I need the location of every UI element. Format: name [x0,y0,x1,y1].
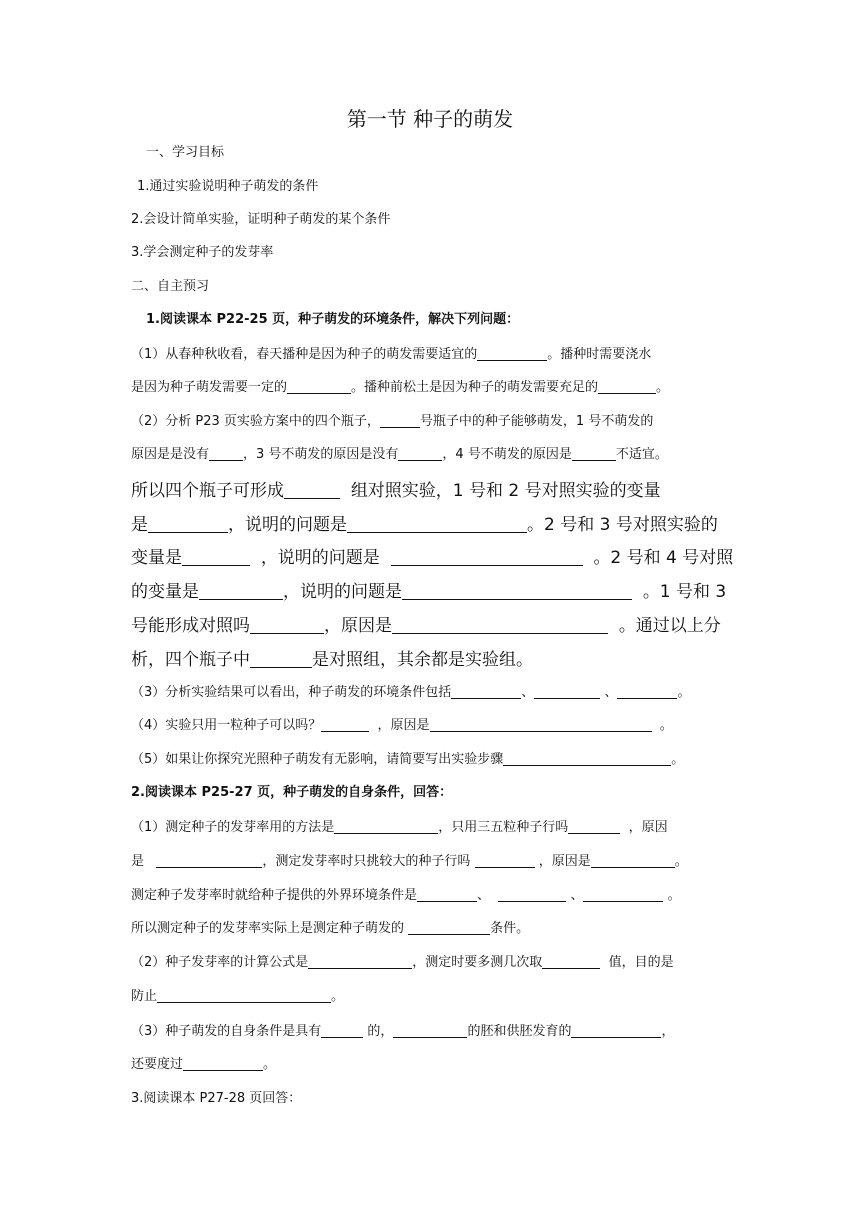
q3-heading: 3.阅读课本 P27-28 页回答： [131,1091,302,1106]
answer-blank[interactable] [284,484,340,499]
answer-blank[interactable] [182,551,250,566]
answer-blank[interactable] [572,446,616,461]
section-1-heading: 一、学习目标 [146,145,225,160]
answer-blank[interactable] [534,684,600,699]
text-segment: ，说明的问题是 [260,548,380,568]
text-segment: 条件。 [490,921,530,936]
answer-blank[interactable] [334,819,438,834]
text-segment: ，原因是 [324,616,392,636]
text-segment: 。播种时需要浇水 [547,347,652,362]
q1-p4-line [131,714,673,733]
answer-blank[interactable] [157,988,331,1003]
text-segment: 所以四个瓶子可形成 [131,481,284,501]
text-segment: 。 [671,752,685,767]
text-segment: （1）测定种子的发芽率用的方法是 [131,820,335,835]
answer-blank[interactable] [417,887,477,902]
q1-p2-line4 [131,510,718,535]
q1-p5-line [131,748,684,767]
text-segment: 所以测定种子的发芽率实际上是测定种子萌发的 [131,921,405,936]
answer-blank[interactable] [475,853,535,868]
text-segment: （1）从春种秋收看，春天播种是因为种子的萌发需要适宜的 [131,347,478,362]
answer-blank[interactable] [451,684,521,699]
text-segment: 。 [263,1057,277,1072]
text-segment: 的， [367,1024,394,1039]
text-segment: 号能形成对照吗 [131,616,250,636]
text-segment: 。播种前松土是因为种子的萌发需要充足的 [351,380,599,395]
answer-blank[interactable] [398,446,442,461]
q1-p2-line5 [131,543,733,568]
text-segment: 。 [331,989,345,1004]
text-segment: 的胚和供胚发育的 [467,1024,572,1039]
q2-p2-line2 [131,985,344,1004]
text-segment: 。 [667,888,681,903]
answer-blank[interactable] [402,585,632,600]
answer-blank[interactable] [542,954,600,969]
text-segment: ， [661,1024,675,1039]
text-segment: 。 [659,718,673,733]
q1-p1-line1 [131,343,651,362]
answer-blank[interactable] [347,518,527,533]
answer-blank[interactable] [498,887,566,902]
q1-p3-line [131,681,690,700]
answer-blank[interactable] [408,920,490,935]
text-segment: 号瓶子中的种子能够萌发，1 号不萌发的 [419,414,654,429]
text-segment: ，测定时要多测几次取 [412,955,543,970]
answer-blank[interactable] [477,346,547,361]
text-segment: 。 [674,854,688,869]
text-segment: 值，目的是 [608,955,674,970]
answer-blank[interactable] [250,619,324,634]
objective-2: 2.会设计简单实验，证明种子萌发的某个条件 [131,212,391,227]
q1-p2-line1 [131,410,653,429]
answer-blank[interactable] [430,717,652,732]
answer-blank[interactable] [199,585,283,600]
answer-blank[interactable] [183,1056,263,1071]
text-segment: 是因为种子萌发需要一定的 [131,380,288,395]
answer-blank[interactable] [583,887,663,902]
text-segment: （2）分析 P23 页实验方案中的四个瓶子， [131,414,380,429]
answer-blank[interactable] [591,853,675,868]
answer-blank[interactable] [391,551,583,566]
text-segment: ，说明的问题是 [283,582,402,602]
answer-blank[interactable] [209,446,243,461]
text-segment: ，只用三五粒种子行吗 [438,820,569,835]
text-segment: 不适宜。 [615,447,668,462]
q2-p1-line1 [131,816,668,835]
answer-blank[interactable] [321,717,369,732]
q1-p2-line6 [131,577,726,602]
text-segment: 还要度过 [131,1057,184,1072]
answer-blank[interactable] [598,379,656,394]
text-segment: 、 [477,888,491,903]
text-segment: ，原因是 [377,718,430,733]
text-segment: （3）分析实验结果可以看出，种子萌发的环境条件包括 [131,685,452,700]
q1-heading: 1.阅读课本 P22-25 页，种子萌发的环境条件，解决下列问题： [146,312,520,327]
text-segment: （3）种子萌发的自身条件是具有 [131,1024,322,1039]
text-segment: （5）如果让你探究光照种子萌发有无影响，请简要写出实验步骤 [131,752,504,767]
text-segment: 测定种子发芽率时就给种子提供的外界环境条件是 [131,888,418,903]
text-segment: 、 [570,888,584,903]
q2-p3-line2 [131,1053,276,1072]
text-segment: 原因是是没有 [131,447,210,462]
q1-p2-line2 [131,443,668,462]
answer-blank[interactable] [148,518,228,533]
q1-p2-line7 [131,611,721,636]
q2-p1-line4 [131,917,529,936]
q2-p3-line1 [131,1020,674,1039]
objective-3: 3.学会测定种子的发芽率 [131,245,274,260]
q1-p1-line2 [131,376,669,395]
text-segment: ，测定发芽率时只挑较大的种子行吗 [262,854,471,869]
q1-p2-line8 [131,645,533,670]
text-segment: ，4 号不萌发的原因是 [442,447,572,462]
text-segment: （4）实验只用一粒种子可以吗？ [131,718,322,733]
answer-blank[interactable] [308,954,412,969]
section-2-heading: 二、自主预习 [131,279,210,294]
text-segment: ，原因是 [538,854,591,869]
text-segment: ，3 号不萌发的原因是没有 [243,447,399,462]
answer-blank[interactable] [156,853,262,868]
text-segment: 、 [521,685,535,700]
text-segment: 是 [131,515,148,535]
answer-blank[interactable] [617,684,677,699]
text-segment: 。2 号和 3 号对照实验的 [527,515,718,535]
text-segment: 防止 [131,989,158,1004]
answer-blank[interactable] [503,751,671,766]
text-segment: 、 [604,685,618,700]
text-segment: 。 [656,380,670,395]
answer-blank[interactable] [250,653,312,668]
text-segment: （2）种子发芽率的计算公式是 [131,955,309,970]
q2-p1-line3 [131,884,681,903]
q2-p2-line1 [131,951,674,970]
text-segment: 。1 号和 3 [642,582,727,602]
text-segment: 是 [131,854,145,869]
q1-p2-line3 [131,476,661,501]
text-segment: 的变量是 [131,582,199,602]
answer-blank[interactable] [568,819,620,834]
text-segment: ，说明的问题是 [228,515,347,535]
text-segment: 。通过以上分 [618,616,721,636]
answer-blank[interactable] [287,379,351,394]
page-title: 第一节 种子的萌发 [346,107,514,131]
text-segment: 。2 号和 4 号对照 [593,548,734,568]
answer-blank[interactable] [321,1023,363,1038]
q2-heading: 2.阅读课本 P25-27 页，种子萌发的自身条件，回答： [131,785,453,800]
text-segment: 组对照实验，1 号和 2 号对照实验的变量 [350,481,661,501]
text-segment: 。 [677,685,691,700]
answer-blank[interactable] [380,413,420,428]
text-segment: 变量是 [131,548,182,568]
answer-blank[interactable] [392,619,608,634]
objective-1: 1.通过实验说明种子萌发的条件 [137,179,319,194]
text-segment: 是对照组，其余都是实验组。 [312,650,533,670]
q2-p1-line2 [131,850,688,869]
answer-blank[interactable] [571,1023,661,1038]
text-segment: 析，四个瓶子中 [131,650,250,670]
answer-blank[interactable] [393,1023,467,1038]
text-segment: ，原因 [628,820,668,835]
